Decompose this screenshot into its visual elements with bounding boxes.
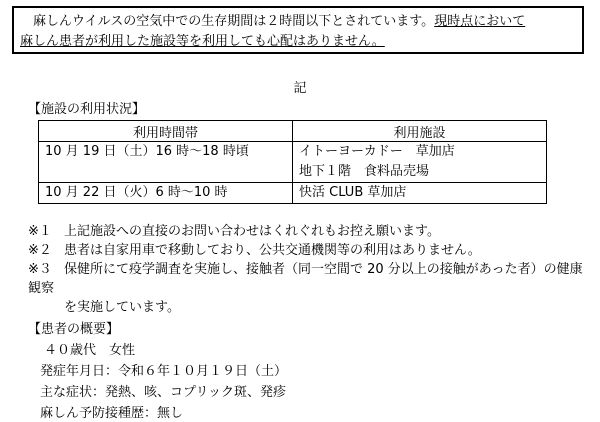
column-header-place: 利用施設 <box>293 121 547 142</box>
time-text: 10 月 22 日（火）6 時〜10 時 <box>45 185 228 200</box>
note-text: 保健所にて疫学調査を実施し、接触者（同一空間で 20 分以上の接触があった者）の健康観察 <box>28 262 583 296</box>
note-text: 上記施設への直接のお問い合わせはくれぐれもお控え願います。 <box>64 224 440 239</box>
row-place <box>293 183 547 204</box>
row-place <box>293 142 547 183</box>
notice-line-2 <box>20 32 576 52</box>
facilities-heading: 【施設の利用状況】 <box>28 102 146 117</box>
row-time <box>39 183 293 204</box>
notice-box <box>12 6 584 54</box>
note-mark: ※３ <box>28 262 52 277</box>
patient-heading: 【患者の概要】 <box>28 322 120 337</box>
facilities-table <box>38 120 547 204</box>
note-mark: ※２ <box>28 243 52 258</box>
note-2 <box>28 241 588 260</box>
note-text: 患者は自家用車で移動しており、公共交通機関等の利用はありません。 <box>64 243 481 258</box>
notice-line-1 <box>20 12 576 32</box>
note-3 <box>28 260 588 317</box>
patient-age-sex: ４０歳代 女性 <box>44 343 136 358</box>
table-header-row <box>39 121 547 142</box>
note-1 <box>28 222 588 241</box>
patient-onset: 発症年月日：令和６年１０月１９日（土） <box>40 364 288 379</box>
notice-text-plain: 麻しんウイルスの空気中での生存期間は２時間以下とされています。 <box>33 14 435 29</box>
patient-symptoms: 主な症状：発熱、咳、コプリック斑、発疹 <box>40 385 286 400</box>
column-header-time: 利用時間帯 <box>39 121 293 142</box>
table-row <box>39 183 547 204</box>
row-time <box>39 142 293 183</box>
place-line: イトーヨーカドー 草加店 <box>299 144 455 159</box>
time-text: 10 月 19 日（土）16 時〜18 時頃 <box>45 144 249 159</box>
notice-text-underlined-1: 現時点において <box>434 14 526 29</box>
note-mark: ※１ <box>28 224 52 239</box>
note-continuation: を実施しています。 <box>64 300 180 315</box>
place-line: 地下１階 食料品売場 <box>299 164 430 179</box>
table-row <box>39 142 547 183</box>
patient-vaccination: 麻しん予防接種歴：無し <box>40 406 184 421</box>
ki-mark: 記 <box>293 81 307 96</box>
place-line: 快活 CLUB 草加店 <box>299 185 407 200</box>
notice-text-underlined-2: 麻しん患者が利用した施設等を利用しても心配はありません。 <box>20 34 385 49</box>
